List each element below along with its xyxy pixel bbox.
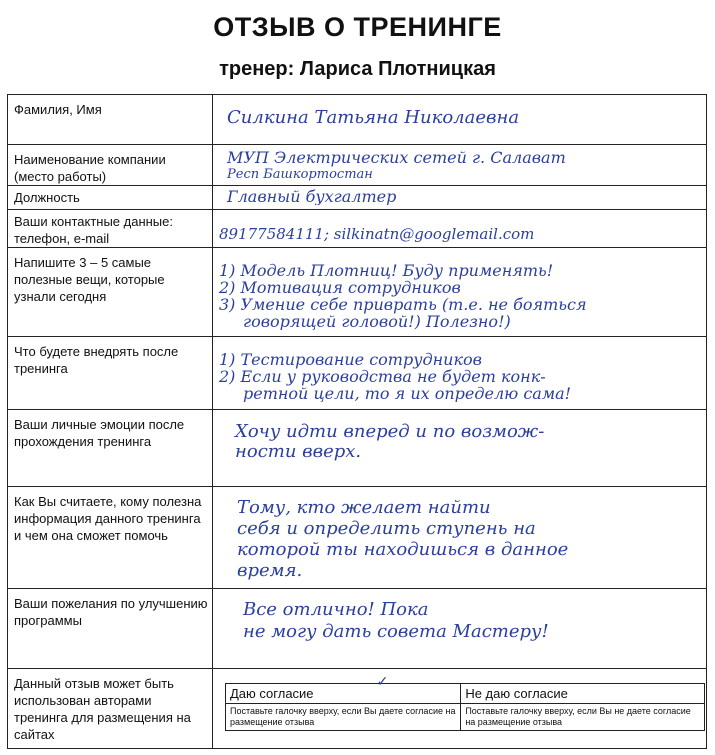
answer-line: 89177584111; silkinatn@googlemail.com: [219, 225, 535, 243]
answer-implement[interactable]: [213, 337, 707, 410]
form-row-contacts: [8, 210, 707, 248]
consent-table: [225, 674, 705, 731]
agree-option[interactable]: [226, 674, 461, 704]
answer-line: Респ Башкортостан: [227, 167, 373, 182]
label-useful: Напишите 3 – 5 самые полезные вещи, которые узнали сегодня: [8, 248, 213, 337]
form-row-consent: [8, 669, 707, 749]
page-title: ОТЗЫВ О ТРЕНИНГЕ: [213, 12, 502, 42]
disagree-label: Не даю согласие: [465, 686, 568, 701]
feedback-form: [7, 94, 707, 749]
disagree-note: Поставьте галочку вверху, если Вы не даете согласие на размещение отзыва: [461, 704, 705, 731]
answer-line: 2) Мотивация сотрудников: [219, 278, 461, 297]
agree-label: Даю согласие: [230, 686, 314, 701]
form-row-company: [8, 145, 707, 186]
answer-position[interactable]: [213, 186, 707, 210]
answer-useful[interactable]: [213, 248, 707, 337]
answer-line: себя и определить ступень на: [237, 518, 536, 539]
form-row-usefulness: [8, 487, 707, 589]
answer-line: Тому, кто желает найти: [237, 497, 491, 518]
answer-usefulness[interactable]: [213, 487, 707, 589]
answer-line: не могу дать совета Мастеру!: [243, 621, 549, 642]
label-emotions: Ваши личные эмоции после прохождения тренинга: [8, 410, 213, 487]
form-row-position: [8, 186, 707, 210]
answer-name[interactable]: [213, 95, 707, 145]
label-company: Наименование компании (место работы): [8, 145, 213, 186]
answer-line: говорящей головой!) Полезно!): [243, 312, 511, 330]
answer-line: время.: [237, 560, 303, 581]
answer-line: Силкина Татьяна Николаевна: [227, 107, 520, 126]
form-row-emotions: [8, 410, 707, 487]
form-row-implement: [8, 337, 707, 410]
answer-wishes[interactable]: [213, 589, 707, 669]
label-contacts: Ваши контактные данные: телефон, e-mail: [8, 210, 213, 248]
answer-line: ретной цели, то я их определю сама!: [243, 384, 572, 402]
form-row-wishes: [8, 589, 707, 669]
answer-line: Все отлично! Пока: [243, 599, 429, 620]
answer-line: ности вверх.: [235, 441, 362, 462]
answer-contacts[interactable]: [213, 210, 707, 248]
checkmark-icon: ✓: [376, 674, 389, 690]
label-position: Должность: [8, 186, 213, 210]
agree-note: Поставьте галочку вверху, если Вы даете согласие на размещение отзыва: [226, 704, 461, 731]
label-wishes: Ваши пожелания по улучшению программы: [8, 589, 213, 669]
answer-line: МУП Электрических сетей г. Салават: [227, 148, 566, 167]
answer-line: 3) Умение себе приврать (т.е. не бояться: [219, 295, 587, 314]
disagree-option[interactable]: [461, 684, 705, 704]
answer-line: 2) Если у руководства не будет конк-: [219, 367, 546, 386]
answer-line: Главный бухгалтер: [227, 187, 397, 205]
answer-line: Хочу идти вперед и по возмож-: [235, 421, 545, 442]
label-implement: Что будете внедрять после тренинга: [8, 337, 213, 410]
answer-company[interactable]: [213, 145, 707, 186]
consent-area: [213, 669, 707, 749]
label-name: Фамилия, Имя: [8, 95, 213, 145]
answer-line: 1) Тестирование сотрудников: [219, 350, 482, 369]
answer-line: которой ты находишься в данное: [237, 539, 569, 560]
trainer-subtitle: тренер: Лариса Плотницкая: [219, 58, 496, 80]
label-usefulness: Как Вы считаете, кому полезна информация данного тренинга и чем она сможет помочь: [8, 487, 213, 589]
answer-emotions[interactable]: [213, 410, 707, 487]
form-row-useful: [8, 248, 707, 337]
answer-line: 1) Модель Плотниц! Буду применять!: [219, 261, 554, 280]
form-row-name: [8, 95, 707, 145]
label-consent: Данный отзыв может быть использован авторами тренинга для размещения на сайтах: [8, 669, 213, 749]
